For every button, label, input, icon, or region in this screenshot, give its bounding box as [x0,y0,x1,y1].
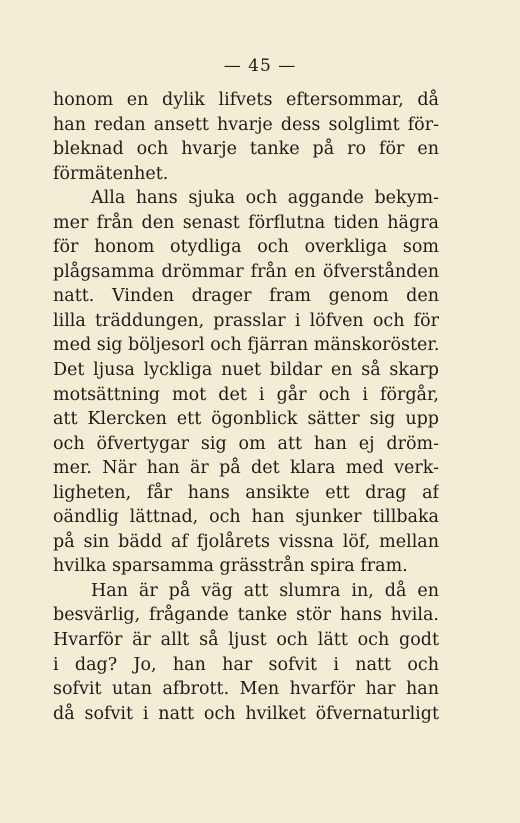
text-line: lilla träddungen, prasslar i löfven och för [53,310,439,331]
text-line: han redan ansett hvarje dess solglimt för- [53,114,439,135]
text-line: motsättning mot det i går och i förgår, [53,384,439,405]
text-line: hvilka sparsamma grässtrån spira fram. [53,556,408,577]
text-line: för honom otydliga och overkliga som [53,237,439,258]
text-line: oändlig lättnad, och han sjunker tillbaka [53,507,439,528]
text-line: förmätenhet. [53,163,169,184]
text-line: på sin bädd af fjolårets vissna löf, mellan [53,531,439,552]
page-number: — 45 — [223,56,297,76]
text-line: bleknad och hvarje tanke på ro för en [53,139,439,160]
text-line: plågsamma drömmar från en öfverstånden [53,261,439,282]
body-text [53,88,439,726]
text-line: mer från den senast förflutna tiden hägra [53,212,439,233]
text-line: mer. När han är på det klara med verk- [53,458,439,479]
text-line: sofvit utan afbrott. Men hvarför har han [53,679,439,700]
text-line: Han är på väg att slumra in, då en [91,580,439,601]
text-line: i dag? Jo, han har sofvit i natt och [53,654,439,675]
text-line: Hvarför är allt så ljust och lätt och godt [53,630,439,651]
text-line: honom en dylik lifvets eftersommar, då [53,90,439,110]
text-line: ligheten, får hans ansikte ett drag af [53,482,439,503]
text-line: natt. Vinden drager fram genom den [53,286,439,307]
text-line: Alla hans sjuka och aggande bekym- [91,188,439,209]
text-line: att Klercken ett ögonblick sätter sig upp [53,409,439,430]
text-line: besvärlig, frågande tanke stör hans hvila. [53,605,439,626]
text-line: och öfvertygar sig om att han ej dröm- [53,433,439,454]
text-line: då sofvit i natt och hvilket öfvernaturligt [53,703,439,724]
text-line: med sig böljesorl och fjärran mänskoröster. [53,335,439,356]
text-line: Det ljusa lyckliga nuet bildar en så skarp [53,360,439,381]
